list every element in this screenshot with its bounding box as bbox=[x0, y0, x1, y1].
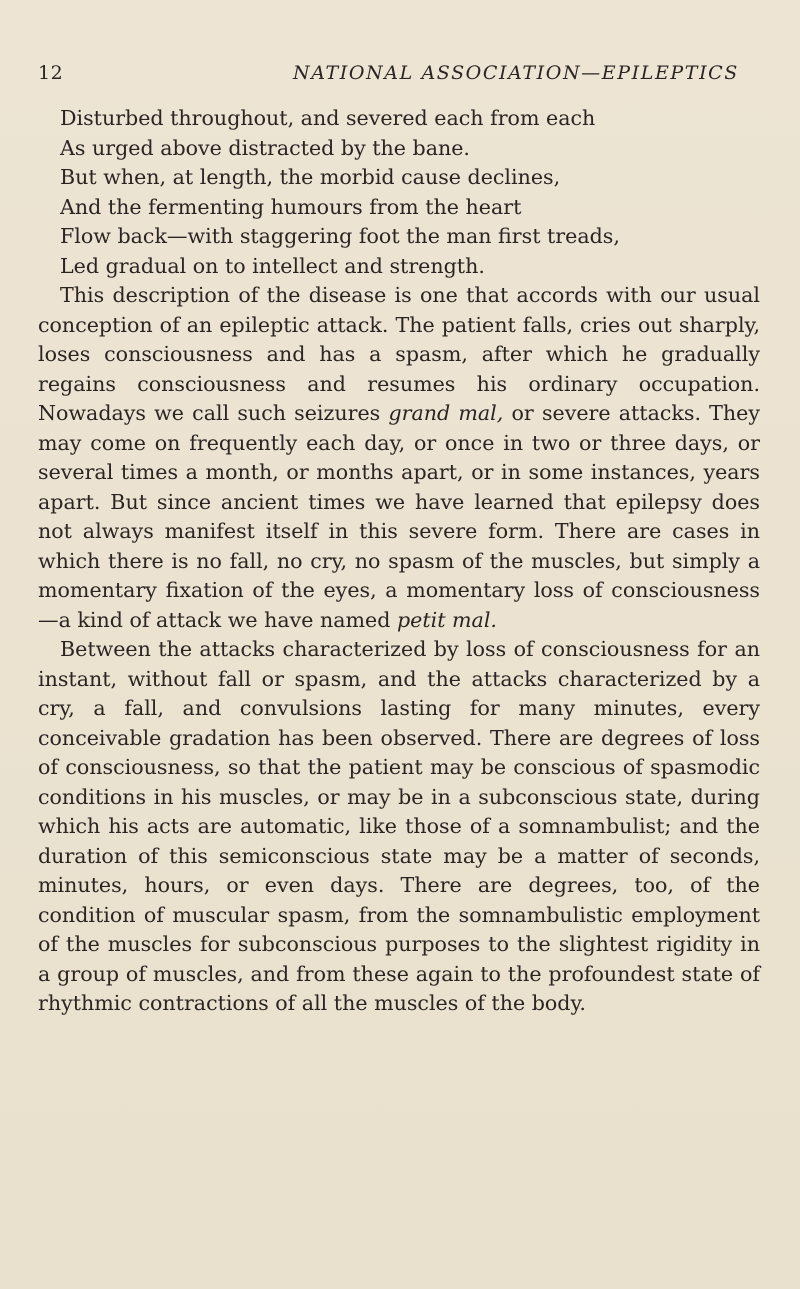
verse-line: Led gradual on to intellect and strength. bbox=[60, 253, 485, 278]
paragraph-description bbox=[38, 281, 760, 635]
page-number: 12 bbox=[38, 62, 64, 84]
verse-line: And the fermenting humours from the heart bbox=[60, 194, 522, 219]
paragraph-gradation: Between the attacks characterized by loss of consciousness for an instant, without fall or spasm, and the attacks characterized by a cry, a fall, and convulsions lasting for many minutes, every conceivable gradation has been observed. There are degrees of loss of consciousness, so that the patient may be conscious of spasmodic conditions in his muscles, or may be in a subconscious state, during which his acts are automatic, like those of a somnambulist; and the duration of this semiconscious state may be a matter of seconds, minutes, hours, or even days. There are degrees, too, of the condition of muscular spasm, from the somnambulistic employment of the muscles for subconscious purposes to the slightest rigidity in a group of muscles, and from these again to the profoundest state of rhythmic contractions of all the muscles of the body. bbox=[38, 637, 760, 1015]
paragraph-text: or severe attacks. They may come on frequently each day, or once in two or three days, or several times a month, or months apart, or in some instances, years apart. But since ancient times we have learned that epilepsy does not always manifest itself in this severe form. There are cases in which there is no fall, no cry, no spasm of the muscles, but simply a momentary fixation of the eyes, a momentary loss of consciousness—a kind of attack we have named bbox=[38, 401, 761, 632]
term-petit-mal: petit mal. bbox=[396, 607, 497, 632]
verse-line: As urged above distracted by the bane. bbox=[60, 135, 470, 160]
verse-line: But when, at length, the morbid cause declines, bbox=[60, 165, 561, 189]
running-head: NATIONAL ASSOCIATION—EPILEPTICS bbox=[293, 62, 739, 84]
paragraph-text: This description of the disease is one that accords with our usual conception of an epileptic attack. The patient falls, cries out sharply, loses consciousness and has a spasm, after which he gradually regains consciousness and resumes his ordinary occupation. Nowadays we call such seizures bbox=[38, 283, 760, 425]
term-grand-mal: grand mal, bbox=[388, 401, 504, 425]
page-header bbox=[38, 62, 758, 92]
verse-line: Disturbed throughout, and severed each from each bbox=[60, 106, 596, 130]
body-text bbox=[38, 104, 760, 1019]
verse-line: Flow back—with staggering foot the man first treads, bbox=[60, 224, 620, 248]
verse-quotation bbox=[38, 104, 760, 281]
